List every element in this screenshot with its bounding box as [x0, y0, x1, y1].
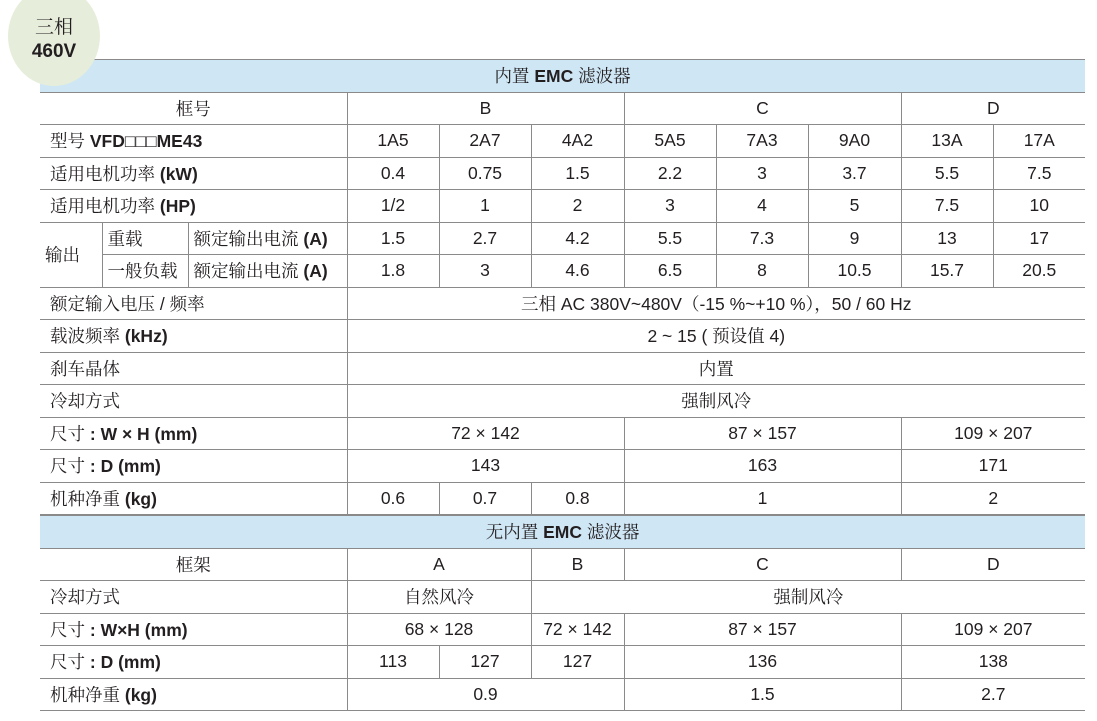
normal-current-cell: 8 — [716, 255, 808, 288]
weight-cell: 0.9 — [347, 678, 624, 711]
cooling-row — [40, 385, 1085, 418]
frame-cell: A — [347, 548, 531, 581]
motor-hp-row — [40, 190, 1085, 223]
hp-cell: 4 — [716, 190, 808, 223]
size-wh-label: 尺寸 : W×H (mm) — [40, 613, 347, 646]
hp-cell: 2 — [531, 190, 624, 223]
heavy-current-cell: 2.7 — [439, 222, 531, 255]
size-d-row — [40, 450, 1085, 483]
model-cell: 4A2 — [531, 125, 624, 158]
motor-kw-label: 适用电机功率 (kW) — [40, 157, 347, 190]
input-voltage-label: 额定输入电压 / 频率 — [40, 287, 347, 320]
model-cell: 17A — [993, 125, 1085, 158]
size-d-cell: 143 — [347, 450, 624, 483]
emc-spec-table — [40, 59, 1085, 515]
cooling-label: 冷却方式 — [40, 581, 347, 614]
input-voltage-value: 三相 AC 380V~480V（-15 %~+10 %），50 / 60 Hz — [347, 287, 1085, 320]
cooling-cell: 强制风冷 — [531, 581, 1085, 614]
kw-cell: 0.75 — [439, 157, 531, 190]
weight-cell: 2 — [901, 482, 1085, 515]
hp-cell: 1 — [439, 190, 531, 223]
hp-cell: 10 — [993, 190, 1085, 223]
normal-current-cell: 10.5 — [808, 255, 901, 288]
carrier-frequency-row — [40, 320, 1085, 353]
heavy-current-cell: 17 — [993, 222, 1085, 255]
model-cell: 9A0 — [808, 125, 901, 158]
size-wh-cell: 72 × 142 — [531, 613, 624, 646]
badge-phase: 三相 — [34, 17, 73, 38]
heavy-current-cell: 5.5 — [624, 222, 716, 255]
kw-cell: 2.2 — [624, 157, 716, 190]
heavy-duty-row — [40, 222, 1085, 255]
size-d-cell: 138 — [901, 646, 1085, 679]
brake-label: 刹车晶体 — [40, 352, 347, 385]
carrier-frequency-value: 2 ~ 15 ( 预设值 4) — [347, 320, 1085, 353]
size-wh-cell: 72 × 142 — [347, 417, 624, 450]
weight-cell: 0.8 — [531, 482, 624, 515]
size-wh-label: 尺寸 : W × H (mm) — [40, 417, 347, 450]
cooling-cell: 自然风冷 — [347, 581, 531, 614]
size-d-cell: 127 — [531, 646, 624, 679]
hp-cell: 7.5 — [901, 190, 993, 223]
kw-cell: 1.5 — [531, 157, 624, 190]
badge-voltage: 460V — [31, 41, 77, 62]
carrier-frequency-label: 载波频率 (kHz) — [40, 320, 347, 353]
size-d-label: 尺寸 : D (mm) — [40, 646, 347, 679]
size-wh-cell: 68 × 128 — [347, 613, 531, 646]
frame-row — [40, 548, 1085, 581]
model-label: 型号 VFD□□□ME43 — [40, 125, 347, 158]
heavy-current-cell: 4.2 — [531, 222, 624, 255]
no-emc-section-title: 无内置 EMC 滤波器 — [40, 516, 1085, 549]
frame-cell: C — [624, 548, 901, 581]
motor-hp-label: 适用电机功率 (HP) — [40, 190, 347, 223]
model-cell: 7A3 — [716, 125, 808, 158]
normal-current-cell: 6.5 — [624, 255, 716, 288]
rated-current-label: 额定输出电流 (A) — [188, 255, 347, 288]
normal-duty-label: 一般负载 — [102, 255, 188, 288]
frame-cell: B — [531, 548, 624, 581]
normal-current-cell: 3 — [439, 255, 531, 288]
weight-row — [40, 678, 1085, 711]
normal-current-cell: 20.5 — [993, 255, 1085, 288]
normal-current-cell: 15.7 — [901, 255, 993, 288]
weight-row — [40, 482, 1085, 515]
kw-cell: 7.5 — [993, 157, 1085, 190]
frame-cell: D — [901, 92, 1085, 125]
size-wh-row — [40, 417, 1085, 450]
emc-section-title: 内置 EMC 滤波器 — [40, 60, 1085, 93]
model-cell: 5A5 — [624, 125, 716, 158]
hp-cell: 5 — [808, 190, 901, 223]
frame-label: 框号 — [40, 92, 347, 125]
size-wh-cell: 87 × 157 — [624, 417, 901, 450]
size-wh-cell: 109 × 207 — [901, 613, 1085, 646]
size-wh-cell: 87 × 157 — [624, 613, 901, 646]
frame-row — [40, 92, 1085, 125]
size-d-cell: 136 — [624, 646, 901, 679]
heavy-current-cell: 13 — [901, 222, 993, 255]
weight-label: 机种净重 (kg) — [40, 482, 347, 515]
normal-current-cell: 1.8 — [347, 255, 439, 288]
heavy-current-cell: 7.3 — [716, 222, 808, 255]
size-wh-row — [40, 613, 1085, 646]
weight-cell: 0.7 — [439, 482, 531, 515]
motor-kw-row — [40, 157, 1085, 190]
emc-section-header-row — [40, 60, 1085, 93]
no-emc-section-header-row — [40, 516, 1085, 549]
model-cell: 2A7 — [439, 125, 531, 158]
weight-cell: 1.5 — [624, 678, 901, 711]
model-cell: 13A — [901, 125, 993, 158]
brake-row — [40, 352, 1085, 385]
kw-cell: 5.5 — [901, 157, 993, 190]
kw-cell: 3 — [716, 157, 808, 190]
no-emc-spec-table — [40, 515, 1085, 711]
hp-cell: 1/2 — [347, 190, 439, 223]
normal-current-cell: 4.6 — [531, 255, 624, 288]
frame-label: 框架 — [40, 548, 347, 581]
cooling-value: 强制风冷 — [347, 385, 1085, 418]
kw-cell: 0.4 — [347, 157, 439, 190]
cooling-label: 冷却方式 — [40, 385, 347, 418]
weight-cell: 1 — [624, 482, 901, 515]
frame-cell: D — [901, 548, 1085, 581]
frame-cell: B — [347, 92, 624, 125]
weight-cell: 0.6 — [347, 482, 439, 515]
brake-value: 内置 — [347, 352, 1085, 385]
kw-cell: 3.7 — [808, 157, 901, 190]
size-wh-cell: 109 × 207 — [901, 417, 1085, 450]
size-d-label: 尺寸 : D (mm) — [40, 450, 347, 483]
size-d-cell: 127 — [439, 646, 531, 679]
rated-current-label: 额定输出电流 (A) — [188, 222, 347, 255]
size-d-cell: 163 — [624, 450, 901, 483]
cooling-row — [40, 581, 1085, 614]
frame-cell: C — [624, 92, 901, 125]
heavy-current-cell: 1.5 — [347, 222, 439, 255]
size-d-row — [40, 646, 1085, 679]
heavy-duty-label: 重载 — [102, 222, 188, 255]
weight-label: 机种净重 (kg) — [40, 678, 347, 711]
size-d-cell: 171 — [901, 450, 1085, 483]
normal-duty-row — [40, 255, 1085, 288]
model-row — [40, 125, 1085, 158]
size-d-cell: 113 — [347, 646, 439, 679]
input-voltage-row — [40, 287, 1085, 320]
model-cell: 1A5 — [347, 125, 439, 158]
weight-cell: 2.7 — [901, 678, 1085, 711]
hp-cell: 3 — [624, 190, 716, 223]
heavy-current-cell: 9 — [808, 222, 901, 255]
output-label: 输出 — [40, 222, 102, 287]
